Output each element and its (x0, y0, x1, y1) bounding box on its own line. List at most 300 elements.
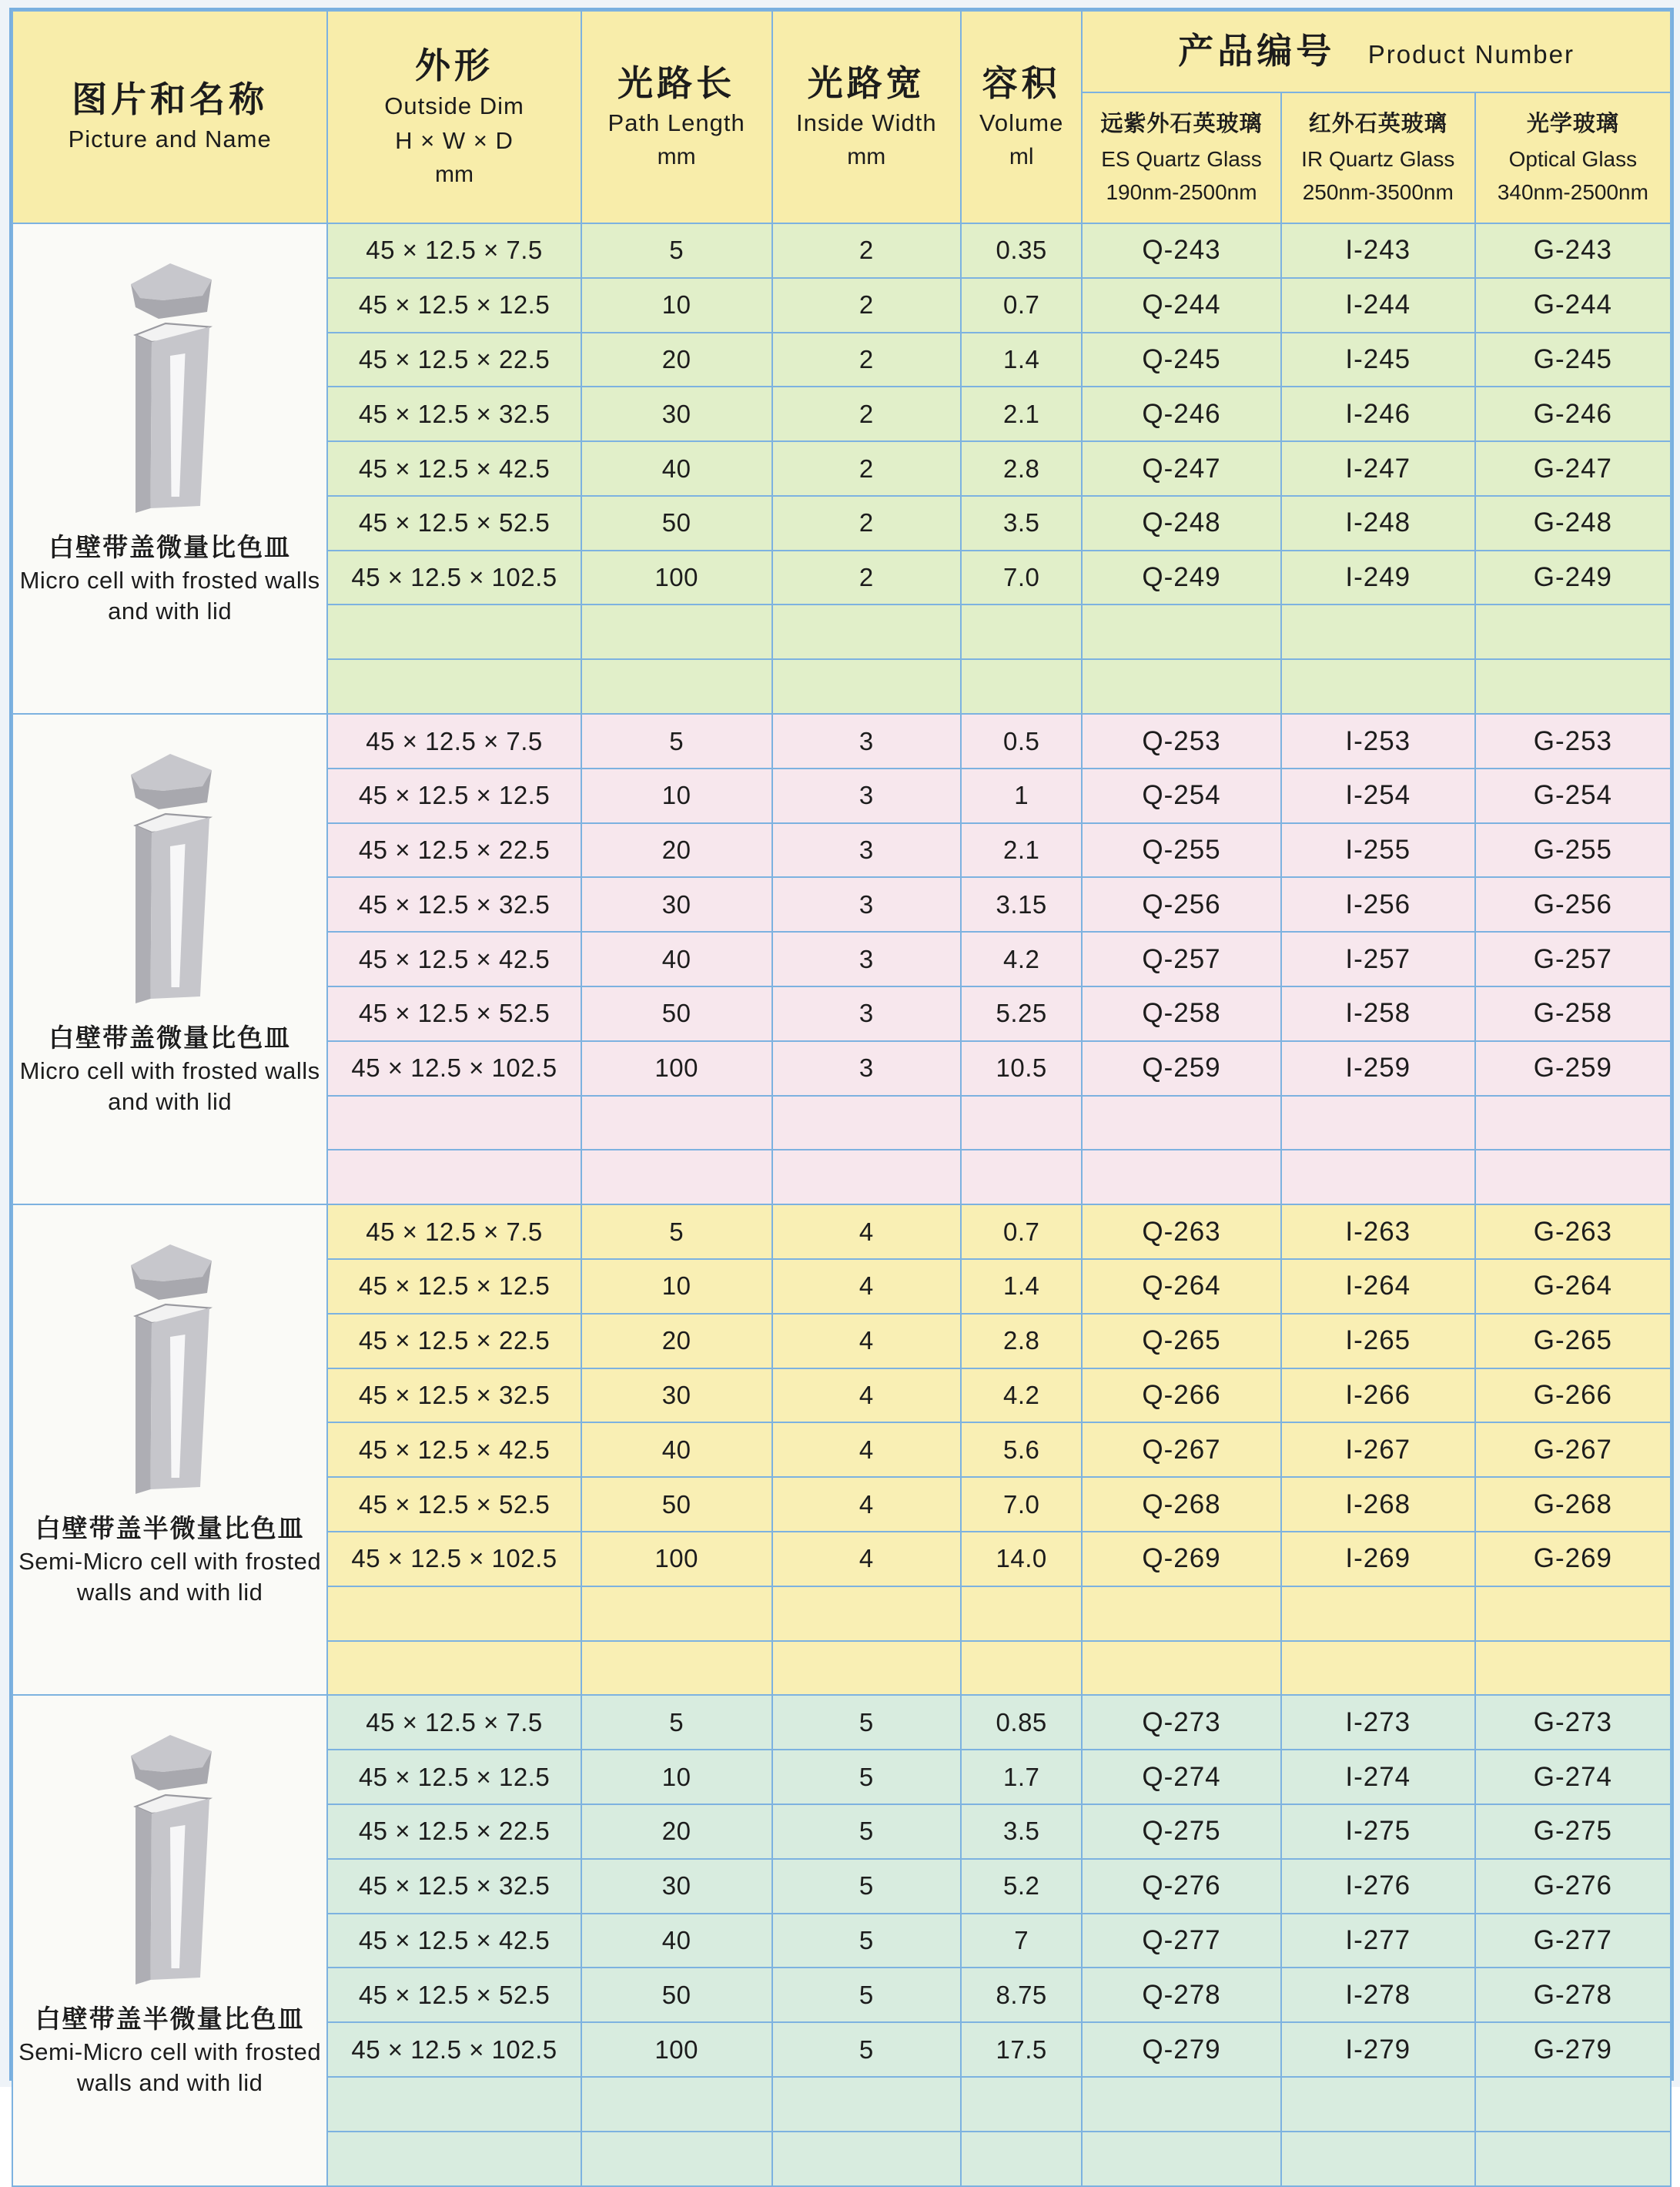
cell-outside-dim: 45 × 12.5 × 12.5 (327, 278, 581, 333)
cell-empty (581, 605, 772, 659)
cell-product-es: Q-267 (1082, 1422, 1280, 1477)
header-path-length (581, 11, 772, 223)
cell-inside-width: 3 (772, 769, 962, 823)
table-row (12, 1204, 1671, 1259)
cell-product-es: Q-248 (1082, 496, 1280, 551)
cell-outside-dim: 45 × 12.5 × 32.5 (327, 877, 581, 932)
cell-volume: 0.7 (961, 278, 1082, 333)
header-volume-zh: 容积 (982, 62, 1061, 103)
cell-empty (327, 1586, 581, 1641)
cell-inside-width: 3 (772, 823, 962, 878)
cell-product-optical: G-265 (1475, 1314, 1671, 1368)
cell-empty (1082, 1096, 1280, 1150)
table-body (12, 223, 1671, 2186)
table-row (12, 714, 1671, 769)
cell-empty (581, 2077, 772, 2132)
cell-volume: 0.35 (961, 223, 1082, 278)
cell-empty (772, 659, 962, 714)
cell-empty (327, 1150, 581, 1204)
cell-inside-width: 4 (772, 1532, 962, 1586)
cell-product-ir: I-256 (1281, 877, 1475, 932)
cell-empty (961, 2077, 1082, 2132)
cell-product-es: Q-253 (1082, 714, 1280, 769)
cell-product-ir: I-248 (1281, 496, 1475, 551)
cell-path-length: 20 (581, 823, 772, 878)
cell-product-es: Q-256 (1082, 877, 1280, 932)
cell-outside-dim: 45 × 12.5 × 42.5 (327, 1422, 581, 1477)
cell-product-es: Q-276 (1082, 1859, 1280, 1914)
cell-volume: 3.15 (961, 877, 1082, 932)
product-name-zh: 白壁带盖半微量比色皿 (35, 2004, 305, 2034)
cell-path-length: 5 (581, 1204, 772, 1259)
cell-volume: 2.1 (961, 823, 1082, 878)
cell-empty (1082, 2077, 1280, 2132)
cell-inside-width: 4 (772, 1368, 962, 1423)
cell-volume: 3.5 (961, 496, 1082, 551)
cuvette-icon (112, 1227, 228, 1512)
cell-path-length: 50 (581, 986, 772, 1041)
cell-empty (961, 659, 1082, 714)
cell-inside-width: 5 (772, 1695, 962, 1750)
cell-empty (772, 2132, 962, 2186)
cell-empty (1475, 1150, 1671, 1204)
cell-product-ir: I-249 (1281, 551, 1475, 605)
header-outside-dim-zh: 外形 (415, 45, 494, 86)
cell-product-ir: I-264 (1281, 1259, 1475, 1314)
cell-product-optical: G-257 (1475, 932, 1671, 986)
cuvette-icon (112, 1717, 228, 2002)
cell-volume: 1 (961, 769, 1082, 823)
cell-empty (961, 1586, 1082, 1641)
cell-path-length: 5 (581, 714, 772, 769)
header-product-number-zh: 产品编号 (1178, 31, 1336, 72)
cell-inside-width: 5 (772, 1859, 962, 1914)
cell-empty (1475, 1641, 1671, 1696)
cell-product-es: Q-265 (1082, 1314, 1280, 1368)
product-picture-wrap (13, 224, 326, 713)
cell-path-length: 50 (581, 1968, 772, 2022)
cell-inside-width: 3 (772, 986, 962, 1041)
header-outside-dim-formula: H × W × D (395, 126, 514, 154)
cell-inside-width: 2 (772, 441, 962, 496)
cell-empty (772, 605, 962, 659)
cell-path-length: 20 (581, 1314, 772, 1368)
header-picture-name-zh: 图片和名称 (72, 79, 269, 119)
cell-outside-dim: 45 × 12.5 × 22.5 (327, 1314, 581, 1368)
cell-product-optical: G-263 (1475, 1204, 1671, 1259)
cell-path-length: 50 (581, 496, 772, 551)
cell-outside-dim: 45 × 12.5 × 102.5 (327, 1041, 581, 1096)
cell-product-optical: G-247 (1475, 441, 1671, 496)
cell-product-ir: I-277 (1281, 1914, 1475, 1968)
cell-product-es: Q-246 (1082, 387, 1280, 441)
cell-path-length: 100 (581, 551, 772, 605)
cell-empty (961, 2132, 1082, 2186)
cell-product-optical: G-258 (1475, 986, 1671, 1041)
cell-product-optical: G-256 (1475, 877, 1671, 932)
header-inside-width-unit: mm (847, 144, 886, 170)
product-picture-wrap (13, 715, 326, 1204)
cell-volume: 0.7 (961, 1204, 1082, 1259)
header-path-length-unit: mm (657, 144, 696, 170)
cell-product-optical: G-266 (1475, 1368, 1671, 1423)
cell-product-es: Q-274 (1082, 1750, 1280, 1804)
cell-outside-dim: 45 × 12.5 × 22.5 (327, 1804, 581, 1859)
cell-product-optical: G-254 (1475, 769, 1671, 823)
cell-outside-dim: 45 × 12.5 × 32.5 (327, 1859, 581, 1914)
cell-product-ir: I-267 (1281, 1422, 1475, 1477)
cell-path-length: 10 (581, 1259, 772, 1314)
cell-inside-width: 2 (772, 278, 962, 333)
cell-product-ir: I-268 (1281, 1477, 1475, 1532)
cell-product-ir: I-266 (1281, 1368, 1475, 1423)
product-name-zh: 白壁带盖微量比色皿 (49, 1023, 292, 1053)
cell-outside-dim: 45 × 12.5 × 42.5 (327, 1914, 581, 1968)
cell-product-ir: I-245 (1281, 333, 1475, 387)
product-picture-wrap (13, 1696, 326, 2185)
cell-product-es: Q-268 (1082, 1477, 1280, 1532)
cell-product-optical: G-255 (1475, 823, 1671, 878)
cell-empty (1281, 1641, 1475, 1696)
cell-path-length: 40 (581, 1422, 772, 1477)
header-outside-dim-en: Outside Dim (384, 92, 524, 119)
header-es-quartz-range: 190nm-2500nm (1106, 180, 1257, 205)
cell-volume: 10.5 (961, 1041, 1082, 1096)
cell-product-es: Q-266 (1082, 1368, 1280, 1423)
header-optical-glass-en: Optical Glass (1508, 146, 1638, 171)
product-name-zh: 白壁带盖半微量比色皿 (35, 1514, 305, 1543)
cell-path-length: 20 (581, 1804, 772, 1859)
cell-product-ir: I-255 (1281, 823, 1475, 878)
cell-empty (1281, 659, 1475, 714)
cell-outside-dim: 45 × 12.5 × 7.5 (327, 714, 581, 769)
cell-inside-width: 4 (772, 1259, 962, 1314)
cell-product-optical: G-253 (1475, 714, 1671, 769)
cell-product-ir: I-254 (1281, 769, 1475, 823)
cell-empty (1475, 1096, 1671, 1150)
cell-empty (1281, 1096, 1475, 1150)
cell-volume: 7.0 (961, 1477, 1082, 1532)
header-inside-width-en: Inside Width (795, 109, 937, 137)
cell-outside-dim: 45 × 12.5 × 52.5 (327, 1477, 581, 1532)
product-picture-cell (12, 1204, 327, 1695)
cell-product-es: Q-278 (1082, 1968, 1280, 2022)
cell-product-ir: I-259 (1281, 1041, 1475, 1096)
product-caption (18, 531, 322, 627)
cell-empty (581, 2132, 772, 2186)
cell-empty (327, 605, 581, 659)
cell-volume: 5.25 (961, 986, 1082, 1041)
cell-empty (1475, 1586, 1671, 1641)
header-ir-quartz-range: 250nm-3500nm (1302, 180, 1454, 205)
cell-inside-width: 5 (772, 1750, 962, 1804)
cell-path-length: 100 (581, 1041, 772, 1096)
cell-volume: 1.4 (961, 333, 1082, 387)
cell-product-es: Q-244 (1082, 278, 1280, 333)
product-caption (18, 1512, 322, 1608)
cell-empty (1475, 605, 1671, 659)
cell-product-ir: I-273 (1281, 1695, 1475, 1750)
cell-inside-width: 5 (772, 1804, 962, 1859)
product-name-en: Semi-Micro cell with frosted walls and with lid (18, 1547, 322, 1606)
cell-outside-dim: 45 × 12.5 × 32.5 (327, 387, 581, 441)
header-path-length-zh: 光路长 (617, 62, 736, 103)
cell-path-length: 5 (581, 1695, 772, 1750)
cell-product-es: Q-258 (1082, 986, 1280, 1041)
cell-empty (772, 1096, 962, 1150)
cell-product-optical: G-246 (1475, 387, 1671, 441)
cell-inside-width: 4 (772, 1477, 962, 1532)
header-inside-width (772, 11, 962, 223)
cell-outside-dim: 45 × 12.5 × 7.5 (327, 1204, 581, 1259)
cell-product-optical: G-243 (1475, 223, 1671, 278)
cell-path-length: 10 (581, 1750, 772, 1804)
cell-inside-width: 2 (772, 496, 962, 551)
cell-volume: 2.1 (961, 387, 1082, 441)
cell-product-optical: G-273 (1475, 1695, 1671, 1750)
header-outside-dim (327, 11, 581, 223)
cell-empty (1281, 2132, 1475, 2186)
cell-product-ir: I-258 (1281, 986, 1475, 1041)
header-outside-dim-unit: mm (435, 161, 474, 187)
cell-outside-dim: 45 × 12.5 × 52.5 (327, 1968, 581, 2022)
cell-outside-dim: 45 × 12.5 × 32.5 (327, 1368, 581, 1423)
cell-product-es: Q-277 (1082, 1914, 1280, 1968)
cell-volume: 2.8 (961, 441, 1082, 496)
cell-product-es: Q-257 (1082, 932, 1280, 986)
cell-path-length: 100 (581, 2022, 772, 2077)
cell-empty (581, 659, 772, 714)
cell-product-es: Q-255 (1082, 823, 1280, 878)
product-picture-cell (12, 223, 327, 714)
cell-inside-width: 2 (772, 333, 962, 387)
header-es-quartz-en: ES Quartz Glass (1101, 146, 1262, 171)
header-row-main (12, 11, 1671, 92)
cell-inside-width: 5 (772, 2022, 962, 2077)
cell-product-optical: G-267 (1475, 1422, 1671, 1477)
cell-empty (1281, 1150, 1475, 1204)
cell-product-es: Q-243 (1082, 223, 1280, 278)
cell-empty (961, 605, 1082, 659)
cell-inside-width: 3 (772, 932, 962, 986)
header-volume-en: Volume (979, 109, 1064, 137)
cell-empty (772, 1641, 962, 1696)
cell-empty (1281, 2077, 1475, 2132)
cell-product-ir: I-257 (1281, 932, 1475, 986)
cell-volume: 2.8 (961, 1314, 1082, 1368)
cell-product-optical: G-278 (1475, 1968, 1671, 2022)
cell-product-optical: G-275 (1475, 1804, 1671, 1859)
cell-path-length: 30 (581, 1368, 772, 1423)
cell-path-length: 40 (581, 441, 772, 496)
cell-empty (327, 659, 581, 714)
cell-product-es: Q-263 (1082, 1204, 1280, 1259)
cuvette-icon (112, 246, 228, 531)
cell-outside-dim: 45 × 12.5 × 102.5 (327, 2022, 581, 2077)
cell-product-optical: G-269 (1475, 1532, 1671, 1586)
cell-product-ir: I-263 (1281, 1204, 1475, 1259)
cell-product-optical: G-264 (1475, 1259, 1671, 1314)
cell-empty (1475, 2132, 1671, 2186)
header-ir-quartz (1281, 92, 1475, 223)
header-ir-quartz-en: IR Quartz Glass (1301, 146, 1455, 171)
cell-outside-dim: 45 × 12.5 × 22.5 (327, 823, 581, 878)
product-name-en: Micro cell with frosted walls and with lid (19, 566, 320, 625)
cell-path-length: 10 (581, 769, 772, 823)
cell-product-ir: I-269 (1281, 1532, 1475, 1586)
cell-product-es: Q-259 (1082, 1041, 1280, 1096)
cell-empty (1082, 1641, 1280, 1696)
cell-outside-dim: 45 × 12.5 × 52.5 (327, 986, 581, 1041)
cell-volume: 1.4 (961, 1259, 1082, 1314)
cell-product-optical: G-279 (1475, 2022, 1671, 2077)
cell-volume: 5.6 (961, 1422, 1082, 1477)
cell-product-es: Q-275 (1082, 1804, 1280, 1859)
cell-product-es: Q-254 (1082, 769, 1280, 823)
header-es-quartz-zh: 远紫外石英玻璃 (1100, 112, 1263, 137)
cell-empty (327, 1641, 581, 1696)
cell-product-optical: G-244 (1475, 278, 1671, 333)
cell-empty (961, 1150, 1082, 1204)
table-row (12, 223, 1671, 278)
cell-product-optical: G-259 (1475, 1041, 1671, 1096)
table-row (12, 1695, 1671, 1750)
cell-empty (1281, 605, 1475, 659)
cell-inside-width: 3 (772, 877, 962, 932)
cell-volume: 8.75 (961, 1968, 1082, 2022)
cell-outside-dim: 45 × 12.5 × 22.5 (327, 333, 581, 387)
cell-volume: 7 (961, 1914, 1082, 1968)
cell-empty (1475, 2077, 1671, 2132)
cell-product-optical: G-276 (1475, 1859, 1671, 1914)
product-picture-cell (12, 714, 327, 1204)
cell-path-length: 100 (581, 1532, 772, 1586)
cell-product-ir: I-244 (1281, 278, 1475, 333)
product-picture-cell (12, 1695, 327, 2185)
header-picture-name (12, 11, 327, 223)
cell-empty (961, 1641, 1082, 1696)
cell-volume: 1.7 (961, 1750, 1082, 1804)
cell-empty (1475, 659, 1671, 714)
cell-empty (581, 1150, 772, 1204)
product-picture-wrap (13, 1205, 326, 1694)
cell-empty (1082, 659, 1280, 714)
product-table (12, 10, 1672, 2187)
cell-volume: 14.0 (961, 1532, 1082, 1586)
cell-outside-dim: 45 × 12.5 × 42.5 (327, 932, 581, 986)
product-name-en: Semi-Micro cell with frosted walls and with lid (18, 2038, 322, 2097)
cell-empty (581, 1641, 772, 1696)
cell-volume: 0.5 (961, 714, 1082, 769)
table-header (12, 11, 1671, 223)
cell-product-ir: I-279 (1281, 2022, 1475, 2077)
cell-product-es: Q-279 (1082, 2022, 1280, 2077)
cell-outside-dim: 45 × 12.5 × 102.5 (327, 1532, 581, 1586)
cell-empty (327, 1096, 581, 1150)
cell-inside-width: 3 (772, 1041, 962, 1096)
cell-outside-dim: 45 × 12.5 × 52.5 (327, 496, 581, 551)
cell-inside-width: 2 (772, 387, 962, 441)
cell-volume: 17.5 (961, 2022, 1082, 2077)
cell-empty (772, 1586, 962, 1641)
cell-outside-dim: 45 × 12.5 × 102.5 (327, 551, 581, 605)
cell-inside-width: 4 (772, 1204, 962, 1259)
cell-product-ir: I-278 (1281, 1968, 1475, 2022)
header-product-number (1082, 11, 1671, 92)
cell-product-ir: I-246 (1281, 387, 1475, 441)
cell-outside-dim: 45 × 12.5 × 12.5 (327, 1750, 581, 1804)
cell-inside-width: 5 (772, 1968, 962, 2022)
cell-inside-width: 4 (772, 1314, 962, 1368)
cell-product-ir: I-265 (1281, 1314, 1475, 1368)
catalog-table-frame (9, 8, 1674, 2097)
cell-product-es: Q-247 (1082, 441, 1280, 496)
header-optical-glass (1475, 92, 1671, 223)
cell-path-length: 40 (581, 1914, 772, 1968)
header-picture-name-en: Picture and Name (68, 126, 272, 153)
cell-product-optical: G-274 (1475, 1750, 1671, 1804)
cell-empty (772, 1150, 962, 1204)
cell-inside-width: 2 (772, 551, 962, 605)
cell-product-optical: G-268 (1475, 1477, 1671, 1532)
cell-outside-dim: 45 × 12.5 × 7.5 (327, 1695, 581, 1750)
cell-empty (581, 1096, 772, 1150)
cell-product-ir: I-274 (1281, 1750, 1475, 1804)
cell-inside-width: 3 (772, 714, 962, 769)
cuvette-icon (112, 736, 228, 1021)
cell-product-optical: G-248 (1475, 496, 1671, 551)
cell-volume: 3.5 (961, 1804, 1082, 1859)
product-caption (18, 2002, 322, 2098)
cell-empty (1082, 1586, 1280, 1641)
cell-volume: 7.0 (961, 551, 1082, 605)
cell-product-optical: G-249 (1475, 551, 1671, 605)
cell-volume: 0.85 (961, 1695, 1082, 1750)
cell-empty (327, 2132, 581, 2186)
cell-volume: 5.2 (961, 1859, 1082, 1914)
cell-product-es: Q-264 (1082, 1259, 1280, 1314)
cell-inside-width: 4 (772, 1422, 962, 1477)
header-es-quartz (1082, 92, 1280, 223)
cell-empty (1082, 2132, 1280, 2186)
header-optical-glass-range: 340nm-2500nm (1497, 180, 1648, 205)
product-caption (18, 1021, 322, 1117)
cell-volume: 4.2 (961, 932, 1082, 986)
cell-path-length: 40 (581, 932, 772, 986)
header-path-length-en: Path Length (607, 109, 745, 137)
cell-outside-dim: 45 × 12.5 × 42.5 (327, 441, 581, 496)
cell-product-optical: G-277 (1475, 1914, 1671, 1968)
cell-empty (1082, 1150, 1280, 1204)
header-volume (961, 11, 1082, 223)
cell-product-ir: I-253 (1281, 714, 1475, 769)
cell-empty (1281, 1586, 1475, 1641)
cell-product-es: Q-273 (1082, 1695, 1280, 1750)
cell-path-length: 30 (581, 877, 772, 932)
cell-path-length: 5 (581, 223, 772, 278)
header-inside-width-zh: 光路宽 (807, 62, 925, 103)
cell-path-length: 50 (581, 1477, 772, 1532)
header-volume-unit: ml (1009, 144, 1034, 170)
cell-path-length: 20 (581, 333, 772, 387)
header-product-number-en: Product Number (1367, 40, 1575, 69)
cell-empty (961, 1096, 1082, 1150)
cell-outside-dim: 45 × 12.5 × 7.5 (327, 223, 581, 278)
cell-inside-width: 2 (772, 223, 962, 278)
cell-product-ir: I-243 (1281, 223, 1475, 278)
cell-product-es: Q-269 (1082, 1532, 1280, 1586)
product-name-zh: 白壁带盖微量比色皿 (49, 533, 292, 561)
